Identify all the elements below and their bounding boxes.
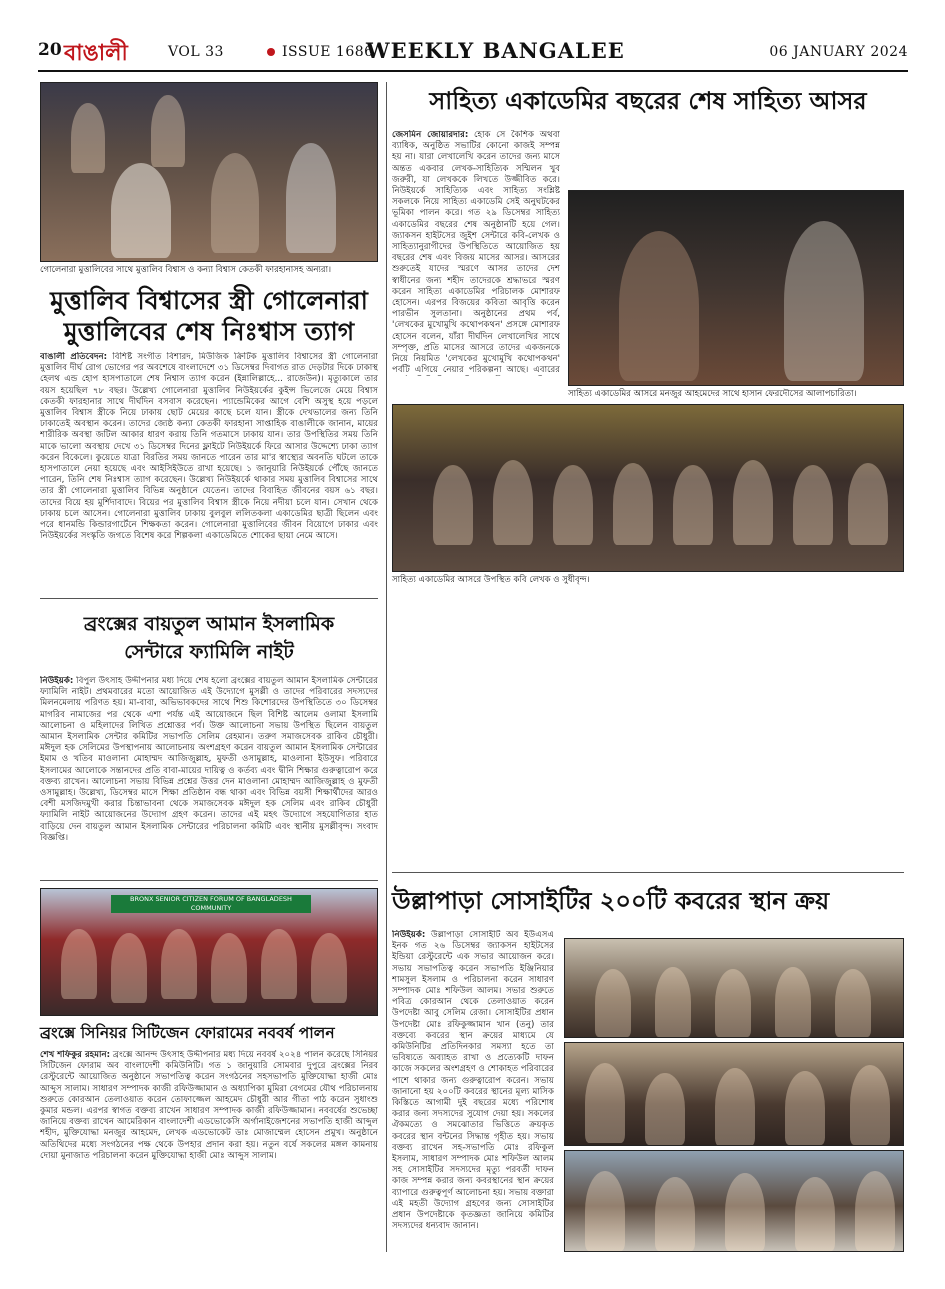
- obituary-headline-line2: মুত্তালিবের শেষ নিঃশ্বাস ত্যাগ: [63, 317, 355, 346]
- senior-forum-body: [40, 1050, 378, 1246]
- graveyard-photo-1: [564, 938, 904, 1038]
- academy-byline: জেসমিন জোয়ারদার:: [392, 130, 469, 140]
- graveyard-byline: নিউইয়র্ক:: [392, 930, 426, 940]
- column-divider: [386, 82, 387, 1252]
- family-night-byline: নিউইয়র্ক:: [40, 676, 74, 686]
- graveyard-photo-3: [564, 1150, 904, 1252]
- graveyard-text: উল্লাপাড়া সোসাইটি অব ইউএসএ ইনক গত ২৬ ডিসেম্বর জ্যাকসন হাইটসের ইন্ডিয়া রেস্টুরেন্টে এক সভার আয়োজন করে। সভায় সভাপতিত্ব করেন সভাপতি ইঞ্জিনিয়ার শামসুল ইসলাম ও পরিচালনা করেন সাধারণ সম্পাদক মোঃ শফিউল আলম। সভার শুরুতে পবিত্র কোরআন থেকে তেলাওয়াত করেন উপদেষ্টা আবু সেলিম রেজা। সোসাইটির প্রধান উপদেষ্টা মোঃ রফিকুজ্জামান খান (তনু) তার বক্তব্যে কবরের স্থান ক্রয়ের মাধ্যমে যে কমিউনিটির প্রতিদিনকার সমস্যা হতে তা ভবিষ্যতে অব্যাহত রাখা ও প্রত্যেকটি দাফন কাজে সকলের অংশগ্রহণ ও শোকাহত পরিবারের পাশে থাকার জন্য গুরুত্বারোপ করেন। সভায় জানানো হয় ২০০টি কবরের স্থানের মূল্য মাসিক কিস্তিতে আগামী দুই বছরের মধ্যে পরিশোধ করার জন্য সদস্যদের সুযোগ দেয়া হয়। সকলের ঐকমত্যে ও সমঝোতার ভিত্তিতে ক্রয়কৃত কবরের স্থান বন্টনের সিদ্ধান্ত গৃহীত হয়। সভায় বক্তব্য রাখেন সহ-সভাপতি মোঃ রফিকুল ইসলাম, সাধারণ সম্পাদক মোঃ শফিউল আলম সহ সোসাইটির সদস্যদের মৃত্যু পরবর্তী দাফন কাজ সম্পন্ন করার জন্য কবরস্থানের স্থান ক্রয়ের ব্যাপারে গুরুত্বপূর্ণ আলোচনা হয়। সভায় বক্তারা এই মহতী উদ্যোগ গ্রহণের জন্য সোসাইটির প্রধান উপদেষ্টাকে কৃতজ্ঞতা জানিয়ে কমিটির সদস্যদের ধন্যবাদ জানান।: [392, 930, 554, 1232]
- obituary-photo: [40, 82, 378, 262]
- obituary-photo-caption: গোলেনারা মুত্তালিবের সাথে মুত্তালিব বিশ্বাস ও কন্যা বিশ্বাস কেতকী ফারহানাসহ অন্যরা।: [40, 265, 332, 275]
- family-night-headline: [40, 610, 378, 666]
- academy-photo-audience-caption: সাহিত্য একাডেমির আসরে উপস্থিত কবি লেখক ও সুধীবৃন্দ।: [392, 575, 590, 585]
- obituary-headline-line1: মুত্তালিব বিশ্বাসের স্ত্রী গোলেনারা: [50, 286, 368, 315]
- graveyard-headline: উল্লাপাড়া সোসাইটির ২০০টি কবরের স্থান ক্রয়: [392, 887, 830, 915]
- family-night-body: [40, 676, 378, 868]
- issue-label: ISSUE 1686: [282, 44, 374, 60]
- family-night-headline-line2: সেন্টারে ফ্যামিলি নাইট: [124, 641, 294, 663]
- graveyard-photo-2: [564, 1042, 904, 1146]
- paper-logo: বাঙালী: [64, 41, 128, 66]
- academy-text: হোক সে কৈশিক অথবা ব্যাধিক, অনুষ্ঠিত সভাটির কোনো কাজই সম্পন্ন হয় না। যারা লেখালেখি করেন তাদের জন্য মাসে অন্তত একবার লেখক-সাহিত্যিক সম্মিলন খুব জরুরী, যা লেখককে লিখতে উজ্জীবিত করে। নিউইয়র্কে সাহিত্যিক এবং সাহিত্য সংশ্লিষ্ট সকলকে নিয়ে সাহিত্য একাডেমি সেই অনুঘটকের ভূমিকা পালন করে। গত ২৯ ডিসেম্বর সাহিত্য একাডেমির বছরের শেষ অনুষ্ঠানটি হয়ে গেল। জ্যাকসন হাইটসের জুইশ সেন্টারে কবি-লেখক ও সাহিত্যানুরাগীদের উপস্থিতিতে আয়োজিত হয় বছরের শেষ এবং বিজয় মাসের আসর। আসরের শুরুতেই যাদের স্মরণে আসর তাদের দেশ স্বাধীনের জন্য শহীদ তাদেরকে শ্রদ্ধাভরে স্মরণ করেন সাহিত্য একাডেমির পরিচালক মোশারফ হোসেন। এরপর বিজয়ের কবিতা আবৃত্তি করেন পারভীন সুলতানা। অনুষ্ঠানের প্রথম পর্ব, 'লেখকের মুখোমুখি কথোপকথন' প্রসঙ্গে মোশারফ হোসেন বলেন, যাঁরা দীর্ঘদিন লেখালেখির সাথে সম্পৃক্ত, প্রতি মাসের আসরে তাদের একজনকে নিয়ে নিয়মিত 'লেখকের মুখোমুখি কথোপকথন' পর্বটি এগিয়ে নেয়ার পরিকল্পনা আছে। এবারের: [392, 130, 560, 376]
- issue-date: 06 JANUARY 2024: [769, 44, 908, 60]
- senior-forum-photo: [40, 888, 378, 1016]
- senior-forum-text: ব্রংক্সে আনন্দ উৎসাহ উদ্দীপনার মধ্য দিয়ে নববর্ষ ২০২৪ পালন করেছে সিনিয়র সিটিজেন ফোরাম অব বাংলাদেশী কমিউনিটি। গত ১ জানুয়ারি সোমবার দুপুরে ব্রংক্সের নিরব রেস্টুরেন্টে আয়োজিত অনুষ্ঠানে সভাপতিত্ব করেন সংগঠনের সহসভাপতি মুক্তিযোদ্ধা হাজী মোঃ আব্দুস সালাম। সাধারণ সম্পাদক কাজী রফিউজ্জামান ও অধ্যাপিকা মুমিরা বেগমের যৌথ পরিচালনায় শুরুতে কোরআন তেলাওয়াত করেন তোফাজ্জেল আহমেদ চৌধুরী আর গীতা পাঠ করেন সুধাংশু কুমার মন্ডল। এরপর স্বাগত বক্তব্য রাখেন সাধারণ সম্পাদক কাজী রফিউজ্জামান। নববর্ষের শুভেচ্ছা জানিয়ে বক্তব্য রাখেন আমেরিকান বাংলাদেশী এডভোকেসি অর্গানাইজেশনের সভাপতি হাজী আব্দুল শহীদ, মুক্তিযোদ্ধা মনজুর আহমেদ, লেখক এডভোকেট ডাঃ মোজাম্মেল হোসেন প্রমুখ। অনুষ্ঠানে অতিথিদের মধ্যে সংগঠনের পক্ষ থেকে উপহার প্রদান করা হয়। নতুন বর্ষে সকলের মঙ্গল কামনায় দোয়া মুনাজাত পরিচালনা করেন মুক্তিযোদ্ধা হাজী মোঃ আব্দুস সালাম।: [40, 1050, 378, 1161]
- academy-body-col1: [392, 130, 560, 376]
- academy-headline: সাহিত্য একাডেমির বছরের শেষ সাহিত্য আসর: [429, 87, 867, 115]
- academy-photo-stage: [568, 190, 904, 386]
- academy-photo-stage-caption: সাহিত্য একাডেমির আসরে মনজুর আহমেদের সাথে হাসান ফেরদৌসের আলাপচারিতা।: [568, 389, 857, 399]
- family-night-text: বিপুল উৎসাহ উদ্দীপনার মধ্য দিয়ে শেষ হলো ব্রংক্সের বায়তুল আমান ইসলামিক সেন্টারের ফ্যামিলি নাইট। প্রথমবারের মতো আয়োজিত এই উদ্যোগে মুসল্লী ও তাদের পরিবারের সদস্যদের মিলনমেলায় পরিণত হয়। মা-বাবা, অভিভাবকদের সাথে শিশু কিশোরদের উপস্থিতিতে ৩০ ডিসেম্বর মাগরিব নামাজের পর থেকে এশা পর্যন্ত এই আয়োজনে ছিল বিশিষ্ট আলেম ওলামা ইসলামি আলোচনা ও মহিলাদের লিখিত প্রশ্নোত্তর পর্ব। উক্ত আলোচনা সভায় উপস্থিত ছিলেন বায়তুল আমান ইসলামিক সেন্টার কমিটির সভাপতি সেলিম রেহমান। তরুণ সমাজসেবক রাকিব চৌধুরী। মঈদুল হক সেলিমের উপস্থাপনায় আলোচনায় অংশগ্রহণ করেন বায়তুল আমান ইসলামিক সেন্টারের ইমাম ও খতিব মাওলানা মোহাম্মদ আজিজুল্লাহ, মুফতী ওসামুল্লাহ, মাওলানা ইউসুফ। পরিবারে ইসলামের আলোকে সন্তানদের প্রতি বাবা-মায়ের দায়িত্ব ও কর্তব্য এবং দ্বীনি শিক্ষার গুরুত্বারোপ করে বক্তব্য রাখেন। আলোচনা সভায় বিভিন্ন প্রশ্নের উত্তর দেন মাওলানা মোহাম্মদ আজিজুল্লাহ ও মুফতী ওসামুল্লাহ। উল্লেখ্য, ডিসেম্বর মাসে শিক্ষা প্রতিষ্ঠান বন্ধ থাকা এবং বিভিন্ন বয়সী শিক্ষার্থীদের আরও বেশী মসজিদমুখী করার চিন্তাভাবনা থেকে সমাজসেবক মঈদুল হক সেলিম এবং রাকিব চৌধুরী ফ্যামিলি নাইট আয়োজনের উদ্যোগ গ্রহণ করেন। তাদের এই মহৎ উদ্যোগে সহযোগিতার হাত বাড়িয়ে দেন বায়তুল আমান ইসলামিক সেন্টারের পরিচালনা কমিটি এবং স্থানীয় মুসল্লীবৃন্দ। সংবাদ বিজ্ঞপ্তি।: [40, 676, 378, 843]
- obituary-headline: [40, 285, 378, 347]
- masthead: [38, 34, 908, 72]
- divider: [40, 880, 378, 881]
- graveyard-body: [392, 930, 554, 1252]
- senior-forum-headline: ব্রংক্সে সিনিয়র সিটিজেন ফোরামের নববর্ষ পালন: [40, 1024, 335, 1042]
- paper-name: WEEKLY BANGALEE: [366, 38, 625, 63]
- bullet-dot: [267, 48, 275, 56]
- divider: [40, 598, 378, 599]
- obituary-byline: বাঙালী প্রতিবেদন:: [40, 352, 108, 362]
- family-night-headline-line1: ব্রংক্সের বায়তুল আমান ইসলামিক: [83, 613, 335, 635]
- senior-forum-banner: BRONX SENIOR CITIZEN FORUM OF BANGLADESH COMMUNITY: [111, 895, 311, 913]
- divider: [392, 872, 904, 873]
- page-number: 20: [38, 40, 62, 60]
- academy-photo-audience: [392, 404, 904, 572]
- obituary-text: বিশিষ্ট সংগীত বিশারদ, মিউজিক ক্রিটিক মুত্তালিব বিশ্বাসের স্ত্রী গোলেনারা মুত্তালিব দীর্ঘ রোগ ভোগের পর অবশেষে বাংলাদেশে ৩১ ডিসেম্বর দিবাগত রাত দেড়টার দিকে ঢাকাস্থ হেলথ এন্ড হোপ হাসপাতালে শেষ নিশ্বাস ত্যাগ করেন (ইন্নালিল্লাহে... রাজেউন)। মৃত্যুকালে তার বয়স হয়েছিল ৭৮ বছর। উল্লেখ্য গোলেনারা মুত্তালিব নিউইয়র্কের কুইন্স ভিলেজে মেয়ে বিশ্বাস কেতকী ফারহানার সাথে দীর্ঘদিন বসবাস করেছেন। প্যান্ডেমিকের আগে বেশি অসুস্থ হয়ে পড়লে মুত্তালিব বিশ্বাস স্ত্রীকে নিয়ে ঢাকায় ছোট মেয়ের কাছে চলে যান। স্ত্রীকে দেখভালের জন্য তিনি ঢাকাতেই অবস্থান করেন। তাদের জ্যেষ্ঠ কন্যা কেতকী ফারহানা সাপ্তাহিক বাঙালীকে জানান, মায়ের শারীরিক অবস্থা জটিল আকার ধারণ করায় তিনি গতমাসে ঢাকায় যান। তার উপস্থিতির সময় তিনি মাকে ভালো অবস্থায় দেখে ৩১ ডিসেম্বর দিনের ফ্লাইটে নিউইয়র্কে ফিরে আসার উদ্দেশ্যে ঢাকা ত্যাগ করেন বিকেলে। কুয়েতে যাত্রা বিরতির সময় জানতে পারেন তার মা'র স্বাস্থ্যের অবনতি ঘটলে তাকে হাসপাতালে নেয়া হয়েছে এবং আইসিইউতে রাখা হয়েছে। ১ জানুয়ারি নিউইয়র্কে পৌঁছে জানতে পারেন, তিনি শেষ নিঃশ্বাস ত্যাগ করেছেন। উল্লেখ্য নিউইয়র্কে থাকার সময় মুত্তালিব বিশ্বাসের সাথে তার স্ত্রী গোলেনারা মুত্তালিব বিভিন্ন অনুষ্ঠানে যেতেন। তাদের বিবাহিত জীবনের বয়স ৬১ বছর। তাদের বিয়ে হয় মুর্শিদাবাদে। বিয়ের পর মুত্তালিব বিশ্বাস স্ত্রীকে নিয়ে নদীয়া চলে যান। সেখান থেকে ঢাকায় চলে আসেন। গোলেনারা মুত্তালিব ঢাকায় বুলবুল ললিতকলা একাডেমির ছাত্রী ছিলেন এবং পরে ধানমন্ডি কিন্ডারগার্টেনে শিক্ষকতা করেন। গোলেনারা মুত্তালিবের জীবন বিয়োগে ঢাকার এবং নিউইয়র্কের সংস্কৃতি জগতে বিশেষ করে শিল্পকলা একাডেমিতে শোকের ছায়া নেমে আসে।: [40, 352, 378, 542]
- volume-label: VOL 33: [168, 44, 224, 60]
- senior-forum-byline: শেখ শফিকুর রহমান:: [40, 1050, 111, 1060]
- obituary-body: [40, 352, 378, 584]
